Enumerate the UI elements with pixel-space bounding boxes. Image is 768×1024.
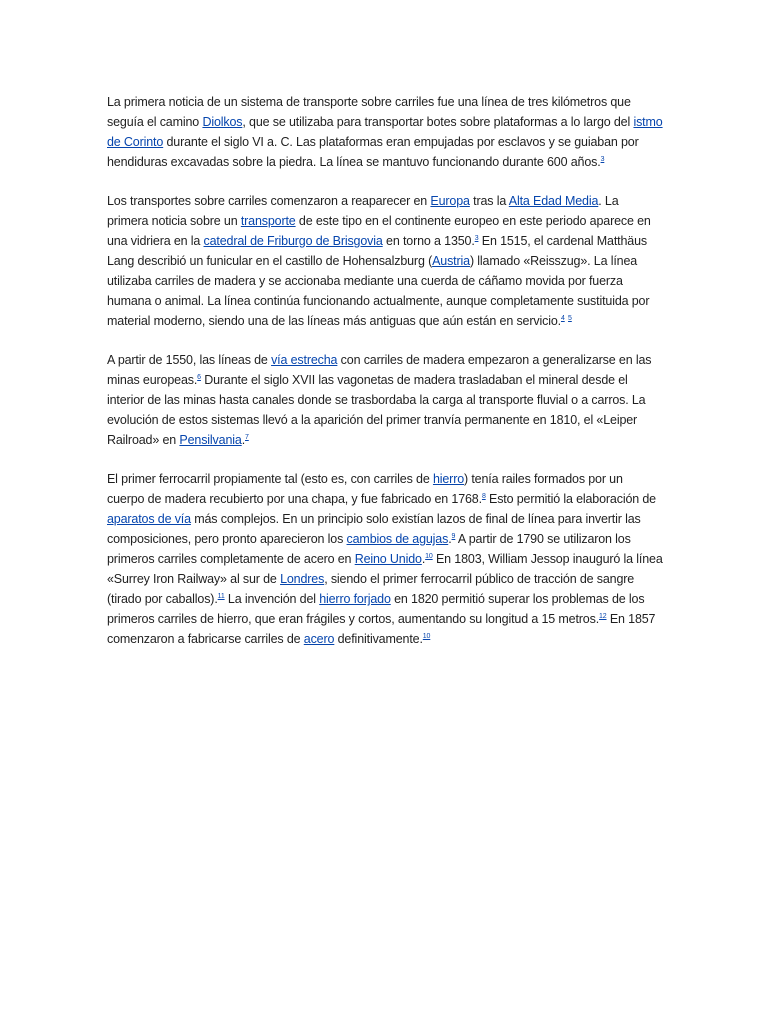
inline-link[interactable]: istmo de Corinto	[107, 115, 663, 149]
text-run: A partir de 1550, las líneas de	[107, 353, 272, 367]
text-run: ) tenía railes formados por un cuerpo de madera recubierto por una chapa, y fue fabricado en 1768.	[107, 472, 623, 506]
text-run: .	[421, 552, 426, 566]
footnote-link[interactable]: 11	[217, 592, 225, 600]
inline-link[interactable]: Londres	[280, 572, 325, 586]
inline-link[interactable]: transporte	[240, 214, 296, 228]
footnote-link[interactable]: 12	[599, 612, 607, 620]
text-run: más complejos. En un principio solo existían lazos de final de línea para invertir las composiciones, pero pronto aparecieron los	[107, 512, 641, 546]
paragraph	[107, 469, 663, 649]
footnote-ref	[245, 434, 249, 441]
footnote-link[interactable]: 7	[245, 433, 249, 441]
inline-link[interactable]: Alta Edad Media	[508, 194, 599, 208]
footnote-link[interactable]: 6	[197, 373, 201, 381]
inline-link[interactable]: cambios de agujas	[346, 532, 449, 546]
inline-link[interactable]: acero	[303, 632, 335, 646]
inline-link[interactable]: Austria	[432, 254, 470, 268]
text-run: en 1820 permitió superar los problemas de los primeros carriles de hierro, que eran frágiles y cortos, aumentando su longitud a 15 metros.	[107, 592, 645, 626]
text-run: .	[448, 532, 452, 546]
footnote-ref	[568, 315, 572, 322]
inline-link[interactable]: vía estrecha	[271, 353, 338, 367]
text-run: La primera noticia de un sistema de transporte sobre carriles fue una línea de tres kilómetros que seguía el camino	[107, 95, 631, 129]
text-run: tras la	[469, 194, 509, 208]
paragraph	[107, 191, 663, 331]
inline-link[interactable]: Reino Unido	[354, 552, 422, 566]
footnote-link[interactable]: 3	[474, 234, 479, 242]
text-run: , que se utilizaba para transportar botes sobre plataformas a lo largo del	[242, 115, 634, 129]
footnote-link[interactable]: 8	[481, 492, 486, 500]
footnote-link[interactable]: 4	[560, 314, 565, 322]
text-run: En 1857 comenzaron a fabricarse carriles de	[107, 612, 656, 646]
text-run: durante el siglo VI a. C. Las plataformas eran empujadas por esclavos y se guiaban por hendiduras excavadas sobre la piedra. La línea se mantuvo funcionando durante 600 años.	[107, 135, 639, 169]
text-run: En 1515, el cardenal Matthäus Lang describió un funicular en el castillo de Hohensalzburg (	[107, 234, 647, 268]
text-run: de este tipo en el continente europeo en este periodo aparece en una vidriera en la	[107, 214, 651, 248]
paragraph	[107, 92, 663, 172]
text-run: En 1803, William Jessop inauguró la línea «Surrey Iron Railway» al sur de	[107, 552, 663, 586]
paragraph	[107, 350, 663, 450]
footnote-link[interactable]: 3	[600, 155, 605, 163]
inline-link[interactable]: hierro forjado	[319, 592, 391, 606]
footnote-ref	[218, 593, 225, 600]
text-run: , siendo el primer ferrocarril público de tracción de sangre (tirado por caballos).	[107, 572, 635, 606]
footnote-ref	[425, 553, 433, 560]
text-run: ) llamado «Reisszug». La línea utilizaba carriles de madera y se accionaba mediante una cuerda de cáñamo movida por fuerza humana o animal. La línea continúa funcionando actualmente, aunque completamente sustituida por material moderno, siendo una de las líneas más antiguas que aún están en servicio.	[107, 254, 650, 328]
text-run: El primer ferrocarril propiamente tal (esto es, con carriles de	[107, 472, 433, 486]
text-run: Esto permitió la elaboración de	[485, 492, 656, 506]
inline-link[interactable]: hierro	[432, 472, 465, 486]
text-run: definitivamente.	[334, 632, 423, 646]
text-run: A partir de 1790 se utilizaron los primeros carriles completamente de acero en	[107, 532, 631, 566]
inline-link[interactable]: catedral de Friburgo de Brisgovia	[203, 234, 383, 248]
text-run: La invención del	[224, 592, 320, 606]
article-body	[107, 92, 663, 668]
text-run: Durante el siglo XVII las vagonetas de madera trasladaban el mineral desde el interior de las minas hasta canales donde se trasbordaba la carga al transporte fluvial o a carros. La evolución de estos sistemas llevó a la aparición del primer tranvía permanente en 1810, el «Leiper Railroad» en	[107, 373, 646, 447]
text-run: en torno a 1350.	[382, 234, 475, 248]
footnote-ref	[423, 633, 431, 640]
text-run: . La primera noticia sobre un	[107, 194, 619, 228]
inline-link[interactable]: Diolkos	[202, 115, 243, 129]
inline-link[interactable]: aparatos de vía	[107, 512, 191, 526]
text-run: Los transportes sobre carriles comenzaron a reaparecer en	[107, 194, 431, 208]
text-run: .	[241, 433, 246, 447]
inline-link[interactable]: Europa	[430, 194, 470, 208]
footnote-link[interactable]: 10	[425, 552, 433, 560]
footnote-ref	[601, 156, 605, 163]
footnote-ref	[599, 613, 607, 620]
footnote-link[interactable]: 10	[422, 632, 431, 640]
text-run: con carriles de madera empezaron a generalizarse en las minas europeas.	[107, 353, 652, 387]
footnote-link[interactable]: 9	[451, 532, 456, 540]
inline-link[interactable]: Pensilvania	[179, 433, 242, 447]
footnote-link[interactable]: 5	[568, 314, 572, 322]
